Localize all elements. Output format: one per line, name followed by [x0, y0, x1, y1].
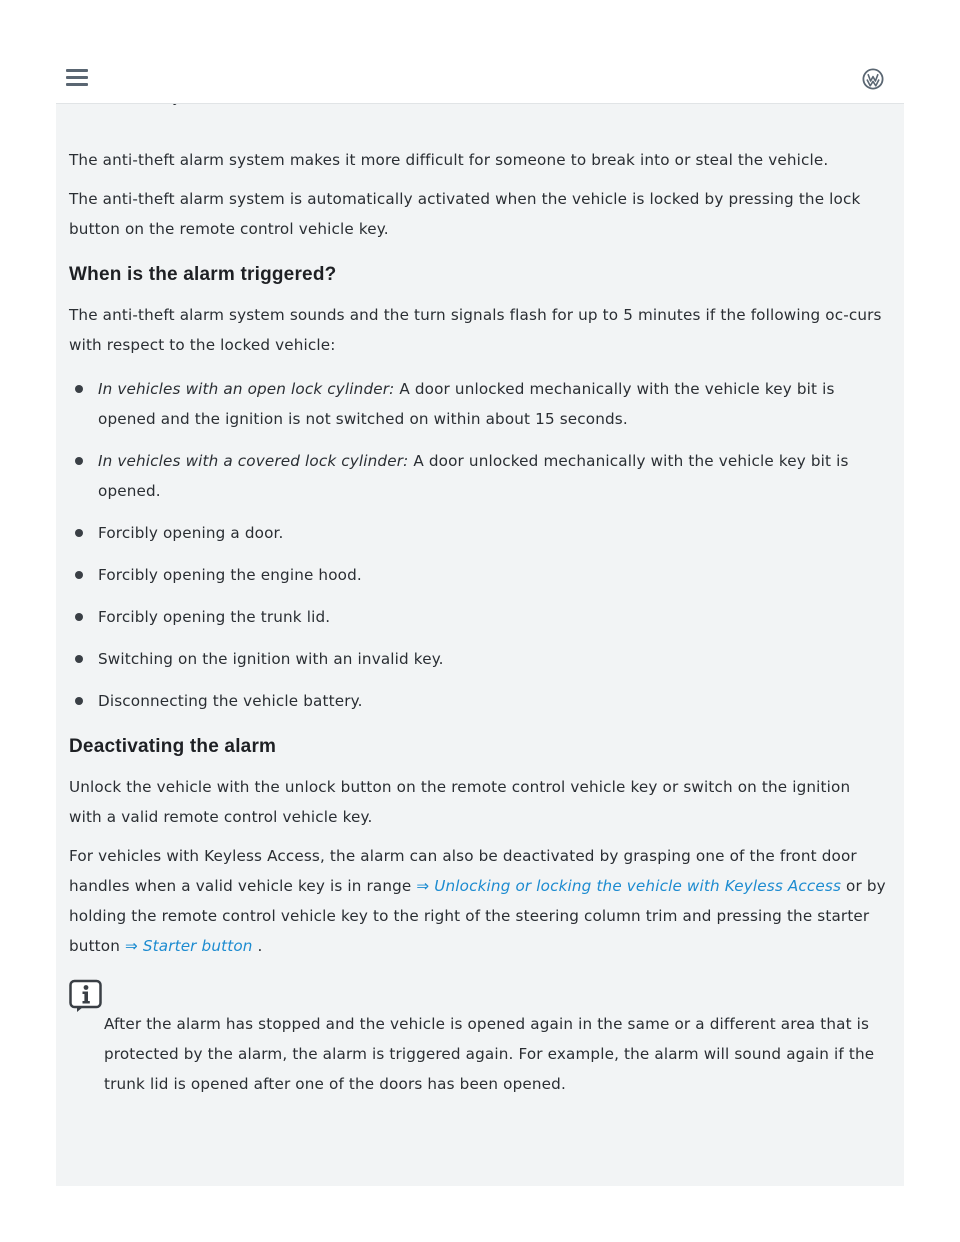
bullet-icon [75, 697, 83, 705]
intro-paragraph: The anti-theft alarm system makes it more difficult for someone to break into or steal the vehicle. [69, 151, 829, 169]
keyless-paragraph: For vehicles with Keyless Access, the alarm can also be deactivated by grasping one of the front door handles when a valid vehicle key is in range ⇒ Unlocking or locking the vehicle with Keyless Access or by holding the remote control vehicle key to the right of the steering column trim and pressing the starter button ⇒ Starter button . [69, 847, 886, 955]
starter-button-link[interactable]: ⇒ Starter button [124, 937, 253, 955]
trigger-intro: The anti-theft alarm system sounds and the turn signals flash for up to 5 minutes if the following oc-curs with respect to the locked vehicle: [69, 306, 882, 354]
list-item: Forcibly opening the engine hood. [69, 560, 887, 590]
deactivate-paragraph: Unlock the vehicle with the unlock button on the remote control vehicle key or switch on the ignition with a valid remote control vehicle key. [69, 778, 851, 826]
list-item: Forcibly opening a door. [69, 518, 887, 548]
note-text: After the alarm has stopped and the vehicle is opened again in the same or a different area that is protected by the alarm, the alarm is triggered again. For example, the alarm will sound again if the trunk lid is opened after one of the doors has been opened. [104, 1015, 875, 1093]
hamburger-menu-icon[interactable] [66, 69, 88, 87]
bullet-icon [75, 613, 83, 621]
intro-paragraph: The anti-theft alarm system is automatically activated when the vehicle is locked by pressing the lock button on the remote control vehicle key. [69, 190, 861, 238]
list-item: Forcibly opening the trunk lid. [69, 602, 887, 632]
bullet-icon [75, 655, 83, 663]
bullet-icon [75, 571, 83, 579]
list-item: In vehicles with a covered lock cylinder: A door unlocked mechanically with the vehicle key bit is opened. [69, 446, 887, 506]
bullet-icon [75, 529, 83, 537]
section-heading-triggered: When is the alarm triggered? [69, 264, 337, 285]
info-note [69, 979, 887, 1099]
list-item: Disconnecting the vehicle battery. [69, 686, 887, 716]
bullet-icon [75, 457, 83, 465]
keyless-access-link[interactable]: ⇒ Unlocking or locking the vehicle with Keyless Access [416, 877, 842, 895]
top-bar [56, 0, 904, 104]
info-note-icon [69, 979, 103, 1013]
list-item: In vehicles with an open lock cylinder: A door unlocked mechanically with the vehicle key bit is opened and the ignition is not switched on within about 15 seconds. [69, 374, 887, 434]
list-item: Switching on the ignition with an invalid key. [69, 644, 887, 674]
vw-logo-icon[interactable] [862, 68, 884, 90]
section-heading-deactivating: Deactivating the alarm [69, 736, 277, 757]
article-content [69, 145, 887, 1099]
bullet-icon [75, 385, 83, 393]
trigger-list [69, 374, 887, 716]
